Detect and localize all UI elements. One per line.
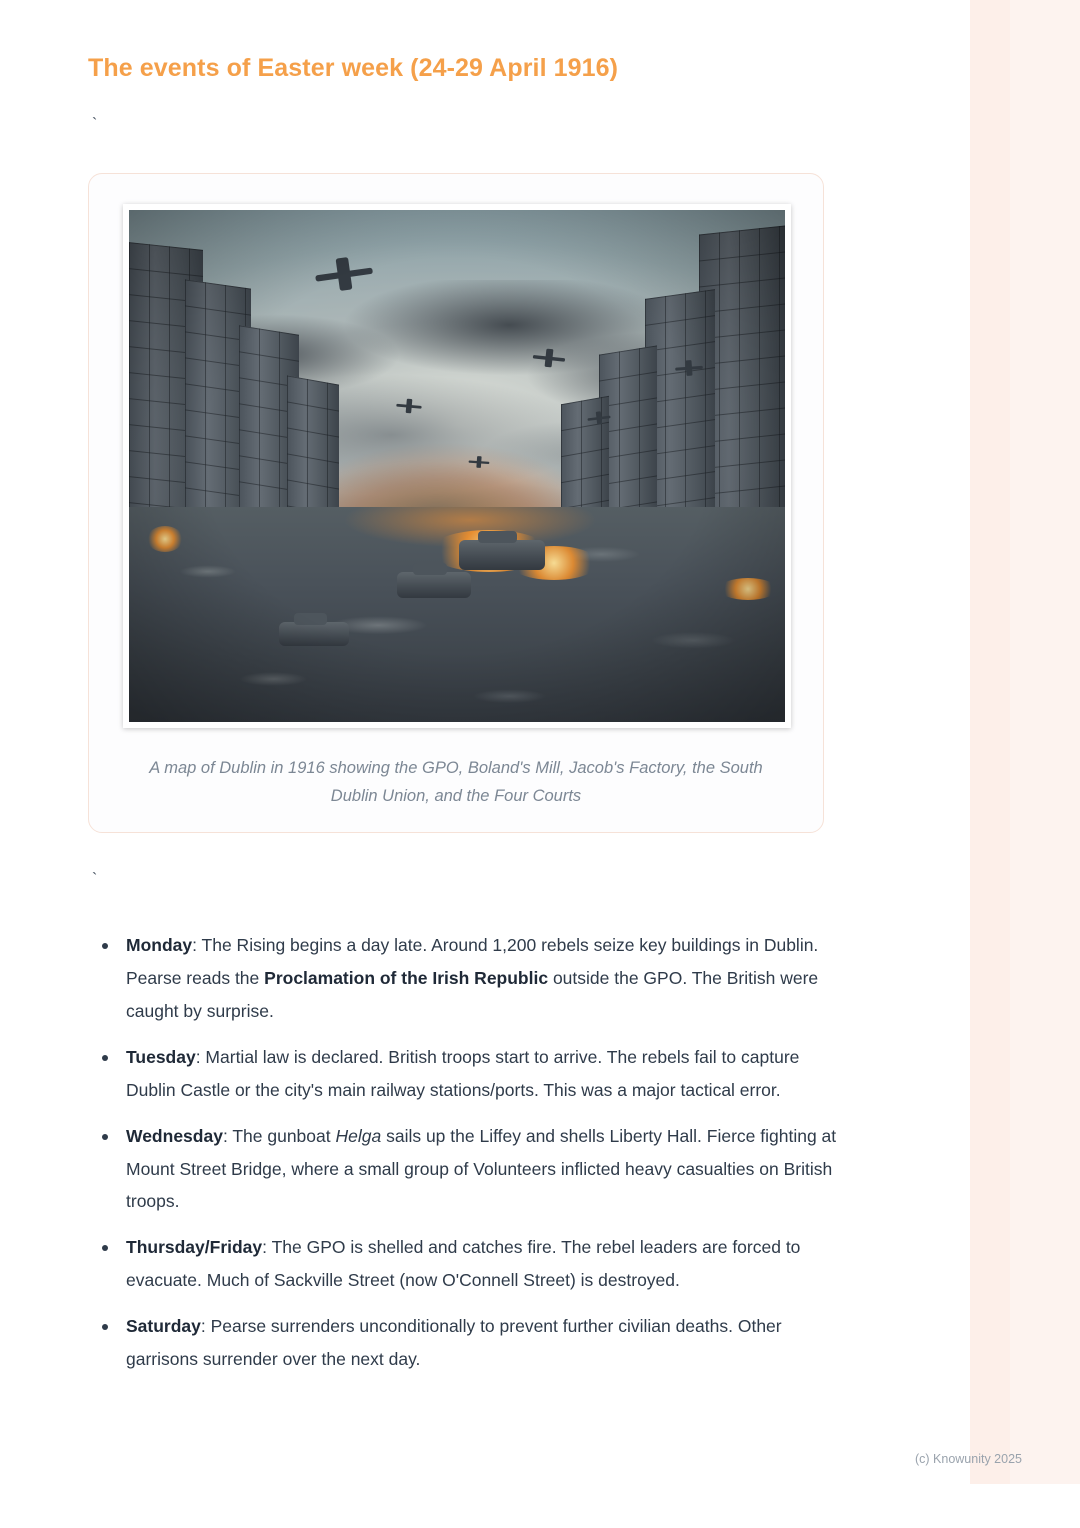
figure-caption: A map of Dublin in 1916 showing the GPO, Boland's Mill, Jacob's Factory, the South Dublin Union, and the Four Courts [149, 758, 763, 805]
page-side-band [970, 0, 1080, 1484]
copyright-credit: (c) Knowunity 2025 [914, 1452, 1022, 1466]
list-item [120, 1310, 848, 1376]
figure-image [129, 210, 785, 722]
event-emphasis-text: Proclamation of the Irish Republic [264, 968, 549, 989]
list-item [120, 1120, 848, 1219]
page-side-band-inner [1010, 0, 1080, 1484]
event-body-text: : Martial law is declared. British troops start to arrive. The rebels fail to capture Dublin Castle or the city's main railway stations/ports. This was a major tactical error. [126, 1046, 800, 1100]
event-italic-text: Helga [335, 1125, 382, 1146]
tick-mark-top: ` [92, 115, 98, 133]
figure-image-frame [123, 204, 791, 728]
event-day-label: Saturday [126, 1316, 201, 1337]
figure-card [88, 173, 824, 834]
event-day-label: Monday [126, 935, 193, 956]
event-body-text: : The GPO is shelled and catches fire. The rebel leaders are forced to evacuate. Much of Sackville Street (now O'Connell Street) is destroyed. [126, 1237, 801, 1291]
event-body-text: : The gunboat [222, 1125, 336, 1146]
event-day-label: Tuesday [126, 1046, 196, 1067]
list-item [120, 1231, 848, 1297]
event-body-text: outside the GPO. The British were caught by surprise. [126, 968, 819, 1022]
event-day-label: Wednesday [126, 1125, 223, 1146]
event-day-label: Thursday/Friday [126, 1237, 263, 1258]
event-body-text: sails up the Liffey and shells Liberty Hall. Fierce fighting at Mount Street Bridge, where a small group of Volunteers inflicted heavy casualties on British troops. [126, 1125, 837, 1212]
tick-mark-middle: ` [92, 871, 98, 889]
events-list [88, 929, 848, 1376]
illustration-vignette [129, 210, 785, 722]
event-body-text: : The Rising begins a day late. Around 1,200 rebels seize key buildings in Dublin. Pearse reads the [126, 935, 819, 989]
event-body-text: : Pearse surrenders unconditionally to prevent further civilian deaths. Other garrisons surrender over the next day. [126, 1316, 782, 1370]
list-item [120, 1041, 848, 1107]
page-title: The events of Easter week (24-29 April 1916) [88, 54, 619, 82]
list-item [120, 929, 848, 1028]
